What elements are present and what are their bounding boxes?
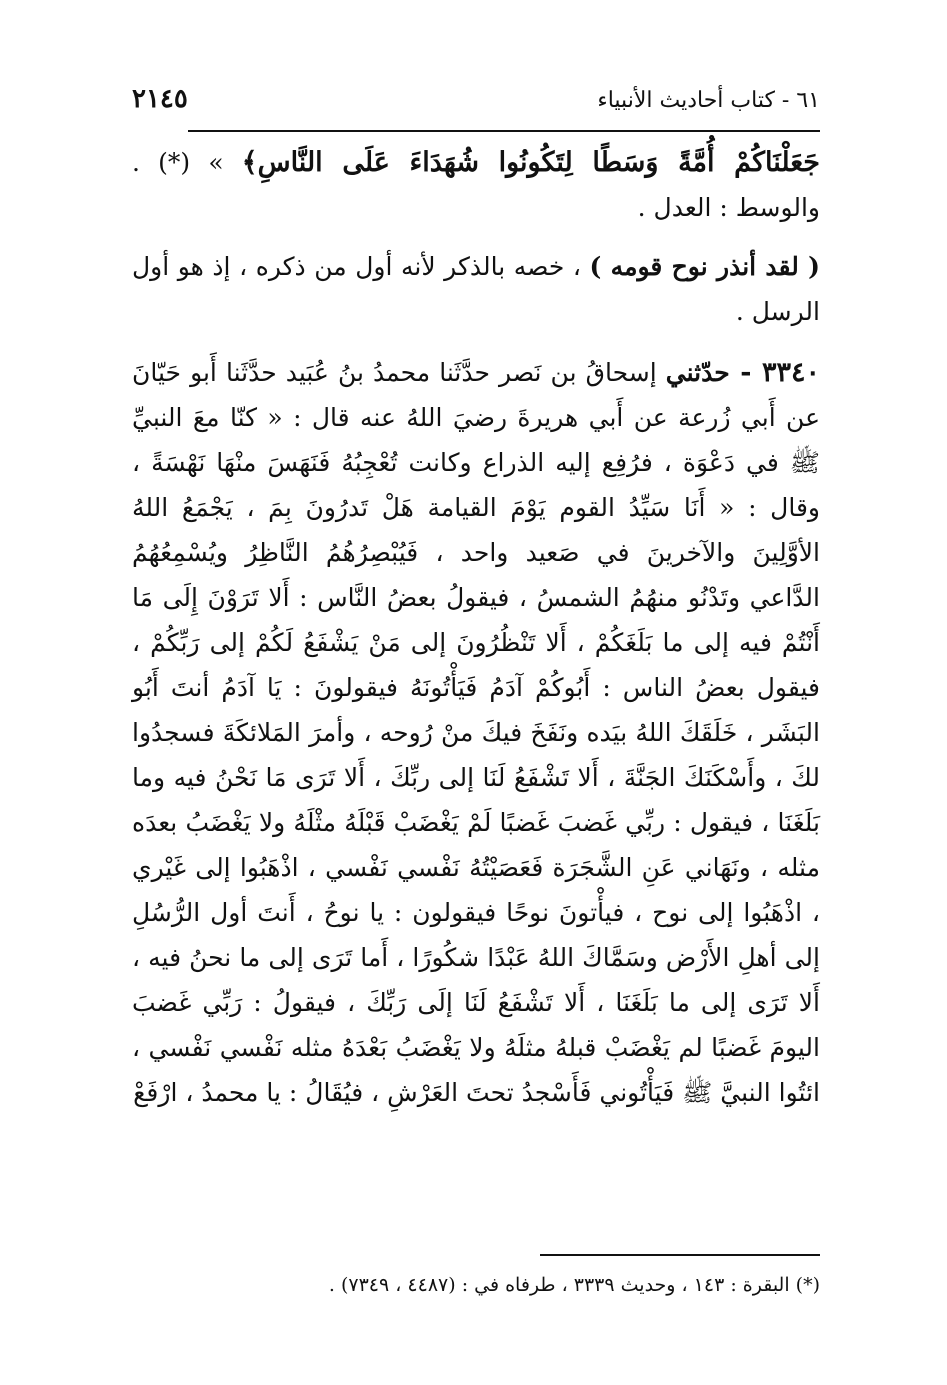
page-number: ٢١٤٥ <box>132 84 188 114</box>
body-text <box>132 140 820 1115</box>
footnote: (*) البقرة : ١٤٣ ، وحديث ٣٣٣٩ ، طرفاه في : (٤٤٨٧ ، ٧٣٤٩) . <box>328 1274 820 1296</box>
commentary-text: ، خصه بالذكر لأنه أول من ذكره ، إذ هو أول الرسل . <box>132 252 820 326</box>
commentary-paragraph <box>132 244 820 334</box>
footnote-rule <box>540 1254 820 1256</box>
hadith-number: ٣٣٤٠ - <box>729 357 820 388</box>
hadith-opening: حدّثني <box>665 358 730 387</box>
commentary-heading: ( لقد أنذر نوح قومه ) <box>589 252 820 281</box>
hadith-text: إسحاقُ بن نَصر حدَّثَنا محمدُ بنُ عُبَيد حدَّثَنا أَبو حَيّانَ عن أَبي زُرعة عن أَبي هريرةَ رضيَ اللهُ عنه قال : « كنّا معَ النبيِّ ﷺ في دَعْوَة ، فرُفِع إليه الذراع وكانت تُعْجِبُهُ فَنَهَسَ منْهَا نَهْسَةً ، وقال : « أَنَا سَيِّدُ القوم يَوْمَ القيامة هَلْ تَدرُونَ بِمَ ، يَجْمَعُ اللهُ الأوَّلِينَ والآخرينَ في صَعيد واحد ، فَيُبْصِرُهُمُ النَّاظِرُ ويُسْمِعُهُمُ الدَّاعي وتَدْنُو منهُمُ الشمسُ ، فيقولُ بعضُ النَّاس : أَلا تَرَوْنَ إِلَى مَا أَنْتُمْ فيه إلى ما بَلَغَكُمْ ، أَلا تَنْظُرُونَ إلى مَنْ يَشْفَعُ لَكُمْ إلى رَبِّكُمْ ، فيقول بعضُ الناس : أَبُوكُمْ آدَمُ فَيَأْتُونَهُ فيقولونَ : يَا آدَمُ أنتَ أَبُو البَشَر ، خَلَقَكَ اللهُ بيَده ونَفَخَ فيكَ منْ رُوحه ، وأمرَ المَلائكَةَ فسجدُوا لكَ ، وأَسْكَنَكَ الجَنَّةَ ، أَلا تَشْفَعُ لَنَا إلى ربِّكَ ، أَلا تَرَى مَا نَحْنُ فيه وما بَلَغَنَا ، فيقول : ربِّي غَضبَ غَضبًا لَمْ يَغْضَبْ قَبْلَهُ مثْلَهُ ولا يَغْضَبُ بعدَه مثله ، ونَهَاني عَنِ الشَّجَرَة فَعَصَيْتُهُ نَفْسي نَفْسي ، اذْهَبُوا إلى غَيْري ، اذْهَبُوا إلى نوح ، فيأْتونَ نوحًا فيقولون : يا نوحُ ، أَنتَ أول الرُّسُلِ إلى أهلِ الأَرْض وسَمَّاكَ اللهُ عَبْدًا شكُورًا ، أَما تَرَى إلى ما نحنُ فيه ، أَلا تَرَى إلى ما بَلَغَنَا ، أَلا تَشْفَعُ لَنَا إلَى رَبِّكَ ، فيقولُ : رَبِّي غَضبَ اليومَ غَضبًا لم يَغْضَبْ قبلهُ مثلَهُ ولا يَغْضَبُ بَعْدَهُ مثله نَفْسي نَفْسي ، ائتُوا النبيَّ ﷺ فَيَأْتُوني فَأَسْجدُ تحتَ العَرْشِ ، فيُقَالُ : يا محمدُ ، ارْفَعْ <box>132 358 820 1107</box>
header-rule <box>188 130 820 132</box>
page-header <box>132 82 820 124</box>
running-head: ٦١ - كتاب أحاديث الأنبياء <box>597 88 820 113</box>
verse-commentary: » (*) . والوسط : العدل . <box>132 148 820 222</box>
hadith-paragraph <box>132 350 820 1115</box>
quran-verse: جَعَلْنَاكُمْ أُمَّةً وَسَطًا لِتَكُونُوا شُهَدَاءَ عَلَى النَّاسِ﴾ <box>241 147 820 178</box>
verse-paragraph <box>132 140 820 230</box>
